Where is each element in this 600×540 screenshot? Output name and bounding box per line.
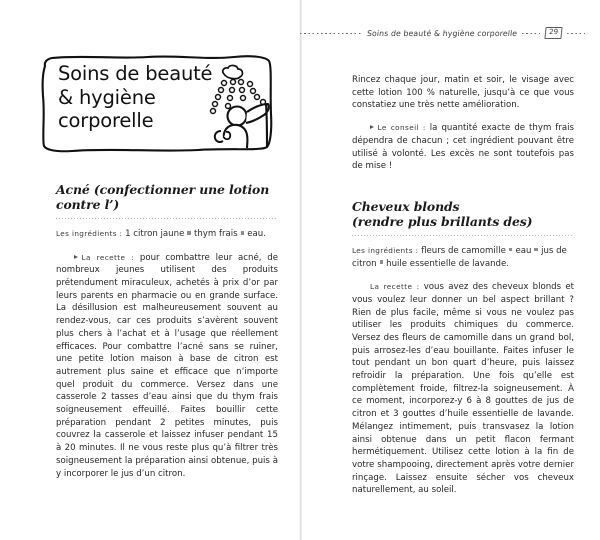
left-column — [56, 182, 278, 480]
recipe-body-text: pour combattre leur acné, de nombreux jeunes utilisent des produits prétendument miraculeux, achetés à prix d’or par leurs parents en pharmacie ou en grande surface. La désillusion est malheureusement souvent au rendez-vous, car ces produits s’avèrent souvent plus chers à l’achat et à l’usage que réellement efficaces. Pour combattre l’acné sans se ruiner, une petite lotion maison à base de citron est autrement plus saine et efficace que n’importe quel produit du commerce. Versez dans une casserole 2 tasses d’eau ainsi que du thym frais soigneusement effeuillé. Faites bouillir cette préparation pendant 2 petites minutes, puis couvrez la casserole et laissez infuser pendant 15 à 20 minutes. Il ne vous reste plus qu’à filtrer très soigneusement la préparation ainsi obtenue, puis à y incorporer le jus d’un citron. — [56, 252, 278, 479]
ingredient-item: fleurs de camomille — [421, 245, 506, 256]
recipe-continuation-acne: Rincez chaque jour, matin et soir, le visage avec cette lotion 100 % naturelle, jusqu’à ce que vous constatiez une très nette amélioration. — [352, 75, 574, 111]
recipe-paragraph-acne — [56, 252, 278, 481]
shower-wall-icon — [266, 104, 267, 147]
chapter-title-line-2: & hygiène — [58, 85, 156, 109]
recipe-heading-cheveux — [352, 199, 574, 229]
ingredient-separator-icon — [187, 231, 191, 235]
recipe-heading-line-1: Acné (confectionner une lotion — [56, 182, 270, 197]
header-title: Soins de beauté & hygiène corporelle — [366, 28, 518, 38]
recipe-body-text: vous avez des cheveux blonds et vous voulez leur donner un bel aspect brillant ? Rien de plus facile, même si vous ne voulez pas utiliser les produits chimiques du commerce. Versez des fleurs de camomille dans un grand bol, puis arrosez-les d’eau bouillante. Faites infuser le tout pendant un bon quart d’heure, puis laissez refroidir la préparation. Une fois qu’elle est complètement froide, filtrez-la soigneusement. À ce moment, incorporez-y 6 à 8 gouttes de jus de citron et 3 gouttes d’huile essentielle de lavande. Mélangez intimement, puis transvasez la lotion ainsi obtenue dans un petit flacon fermant hermétiquement. Utilisez cette lotion à la fin de votre shampooing, directement après votre dernier rinçage. Laissez ensuite sécher vos cheveux naturellement, au soleil. — [352, 282, 575, 496]
ingredient-separator-icon — [534, 248, 538, 252]
ingredient-separator-icon — [241, 231, 245, 235]
recipe-label: La recette : — [81, 252, 135, 262]
recipe-heading-line-2: contre l’) — [56, 197, 120, 212]
ingredient-separator-icon — [380, 260, 384, 264]
section-spacer — [352, 173, 574, 199]
ingredients-line-cheveux — [352, 245, 574, 270]
ingredients-label: Les ingrédients : — [352, 245, 419, 255]
recipe-heading-acne — [56, 182, 278, 212]
tip-body-text: la quantité exacte de thym frais dépendra de chacun ; cet ingrédient pouvant être utilisé à volonté. Les excès ne sont toutefois pas de mise ! — [352, 123, 575, 172]
recipe-heading-line-2: (rendre plus brillants des) — [352, 213, 533, 229]
chapter-title-line-3: corporelle — [58, 109, 154, 132]
ingredient-item: huile essentielle de lavande. — [386, 258, 510, 269]
header-rule-middle — [522, 33, 540, 34]
bullet-triangle-icon — [370, 125, 374, 129]
ingredient-item: 1 citron jaune — [125, 229, 185, 239]
ingredient-item: eau — [515, 245, 532, 256]
page-number-box: 29 — [544, 27, 562, 39]
ingredient-item: eau. — [247, 229, 266, 239]
recipe-paragraph-cheveux — [352, 281, 574, 497]
recipe-label: La recette : — [370, 282, 420, 292]
bullet-triangle-icon — [74, 255, 78, 259]
recipe-heading-line-1: Cheveux blonds — [352, 198, 460, 214]
heading-dotted-rule — [352, 235, 574, 236]
ingredients-line-acne — [56, 228, 278, 241]
ingredient-item: thym frais — [193, 229, 238, 239]
chapter-title — [58, 62, 233, 133]
tip-paragraph-acne — [352, 122, 574, 173]
ingredient-separator-icon — [509, 248, 513, 252]
chapter-title-line-1: Soins de beauté — [58, 62, 213, 85]
chapter-title-box — [38, 52, 278, 157]
ingredient-item: jus de citron — [352, 245, 567, 269]
ingredients-label: Les ingrédients : — [56, 229, 123, 238]
heading-dotted-rule — [56, 218, 278, 219]
tip-label: Le conseil : — [377, 123, 426, 133]
header-rule-right — [567, 33, 585, 34]
right-column — [352, 74, 574, 497]
running-header — [300, 24, 585, 42]
header-rule-left — [300, 33, 362, 34]
page-gutter-shadow — [299, 0, 302, 540]
